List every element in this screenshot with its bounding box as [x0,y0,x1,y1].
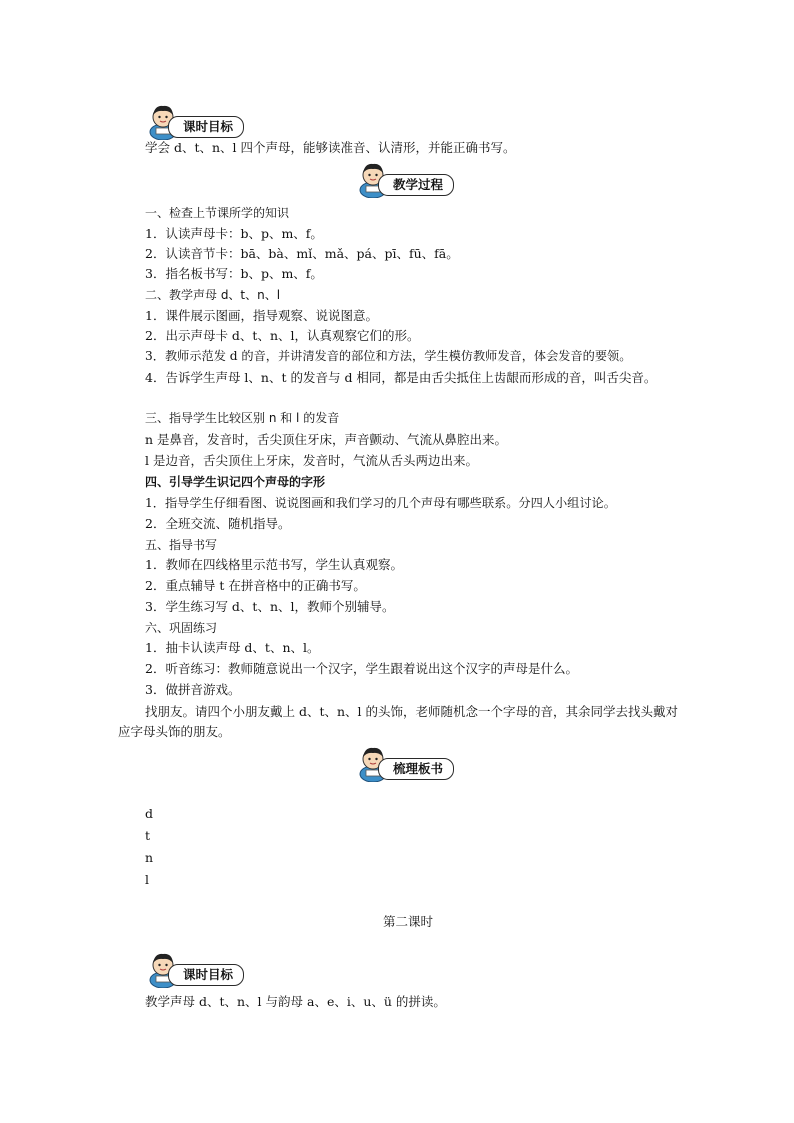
list-item: 3．指名板书写：b、p、m、f。 [145,266,323,281]
list-item: 1．认读声母卡：b、p、m、f。 [145,226,323,241]
list-item: 1．抽卡认读声母 d、t、n、l。 [145,640,320,655]
heading-2: 二、教学声母 d、t、n、l [145,288,281,302]
heading-1: 一、检查上节课所学的知识 [145,206,290,220]
list-item: 2．重点辅导 t 在拼音格中的正确书写。 [145,578,366,593]
board-letter: l [145,872,149,887]
heading-4: 四、引导学生识记四个声母的字形 [145,475,326,489]
badge-label: 课时目标 [168,116,244,138]
board-letter: n [145,850,154,865]
badge-label: 梳理板书 [378,758,454,780]
badge-label: 教学过程 [378,174,454,196]
heading-5: 五、指导书写 [145,538,218,552]
list-item: 2．全班交流、随机指导。 [145,516,291,531]
badge-label: 课时目标 [168,964,244,986]
list-item: 3．教师示范发 d 的音，并讲清发音的部位和方法，学生模仿教师发音，体会发音的要领。 [145,349,632,363]
heading-6: 六、巩固练习 [145,621,218,635]
board-letter: t [145,828,151,843]
list-item: 1．指导学生仔细看图、说说图画和我们学习的几个声母有哪些联系。分四人小组讨论。 [145,496,616,510]
list-item: 3．学生练习写 d、t、n、l，教师个别辅导。 [145,599,395,614]
list-item: 2．听音练习：教师随意说出一个汉字，学生跟着说出这个汉字的声母是什么。 [145,661,578,676]
list-item: 1．课件展示图画，指导观察、说说图意。 [145,308,378,323]
heading-3: 三、指导学生比较区别 n 和 l 的发音 [145,411,340,425]
goal-text: 教学声母 d、t、n、l 与韵母 a、e、i、u、ü 的拼读。 [145,994,446,1009]
list-item: 2．认读音节卡：bā、bà、mǐ、mǎ、pá、pī、fū、fā。 [145,246,459,261]
list-item: 1．教师在四线格里示范书写，学生认真观察。 [145,557,403,572]
paragraph: 找朋友。请四个小朋友戴上 d、t、n、l 的头饰，老师随机念一个字母的音，其余同学去找头戴对应字母头饰的朋友。 [118,704,679,739]
paragraph: l 是边音，舌尖顶住上牙床，发音时，气流从舌头两边出来。 [145,453,478,468]
list-item: 4．告诉学生声母 l、n、t 的发音与 d 相同，都是由舌尖抵住上齿龈而形成的音，叫舌尖音。 [145,370,657,385]
board-letter: d [145,806,154,821]
lesson-title: 第二课时 [383,914,434,929]
goal-text: 学会 d、t、n、l 四个声母，能够读准音、认清形，并能正确书写。 [145,140,516,155]
paragraph: n 是鼻音，发音时，舌尖顶住牙床，声音颤动、气流从鼻腔出来。 [145,432,508,447]
list-item: 3．做拼音游戏。 [145,682,241,697]
list-item: 2．出示声母卡 d、t、n、l，认真观察它们的形。 [145,328,420,343]
